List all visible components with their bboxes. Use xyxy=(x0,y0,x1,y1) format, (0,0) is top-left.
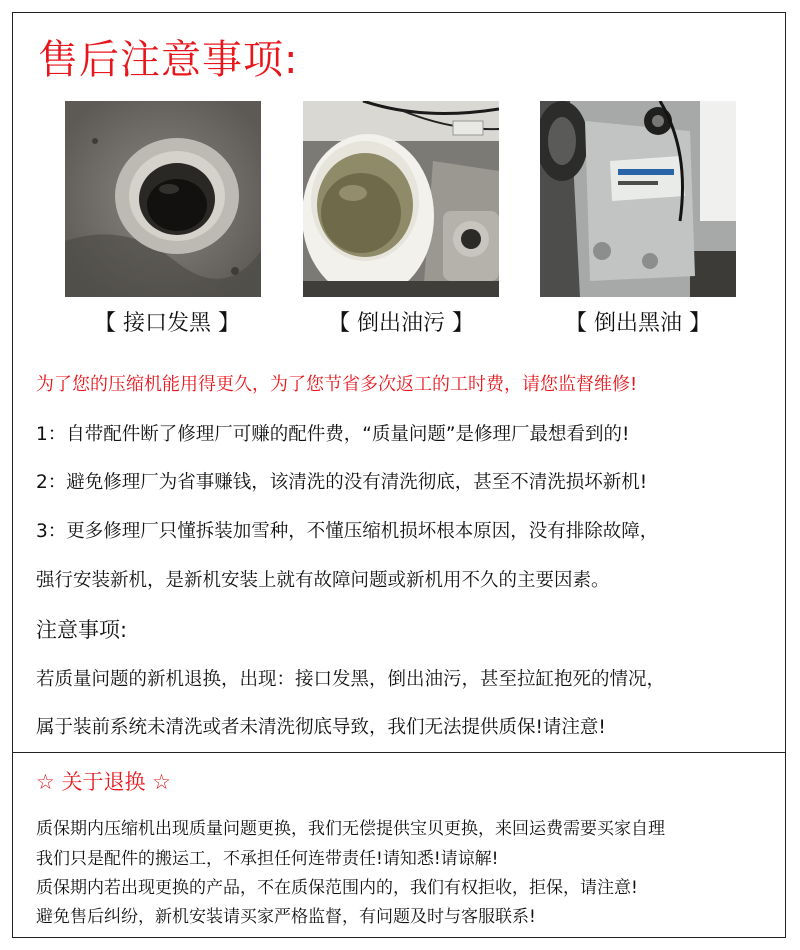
photo-caption-3: 【 倒出黑油 】 xyxy=(565,311,711,336)
exchange-line-4: 避免售后纠纷，新机安装请买家严格监督，有问题及时与客服联系! xyxy=(36,907,536,927)
oil-sludge-photo xyxy=(303,101,499,297)
attention-line-2: 属于装前系统未清洗或者未清洗彻底导致，我们无法提供质保!请注意! xyxy=(36,717,606,738)
photo-caption-2: 【 倒出油污 】 xyxy=(328,311,474,336)
black-port-photo xyxy=(65,101,261,297)
attention-line-1: 若质量问题的新机退换，出现：接口发黑，倒出油污，甚至拉缸抱死的情况， xyxy=(36,669,666,690)
photo-caption-1: 【 接口发黑 】 xyxy=(94,311,240,336)
point-3-continued: 强行安装新机，是新机安装上就有故障问题或新机用不久的主要因素。 xyxy=(36,570,610,591)
point-2: 2：避免修理厂为省事赚钱，该清洗的没有清洗彻底，甚至不清洗损坏新机! xyxy=(36,472,648,493)
point-3: 3：更多修理厂只懂拆装加雪种，不懂压缩机损坏根本原因，没有排除故障， xyxy=(36,521,659,542)
exchange-line-3: 质保期内若出现更换的产品，不在质保范围内的，我们有权拒收，拒保，请注意! xyxy=(36,878,638,898)
point-1: 1：自带配件断了修理厂可赚的配件费，“质量问题”是修理厂最想看到的! xyxy=(36,424,630,445)
page-title: 售后注意事项: xyxy=(38,37,299,83)
exchange-heading: ☆ 关于退换 ☆ xyxy=(36,770,172,794)
section-divider xyxy=(12,752,786,753)
attention-heading: 注意事项: xyxy=(36,618,128,642)
supervise-notice: 为了您的压缩机能用得更久，为了您节省多次返工的工时费，请您监督维修! xyxy=(36,374,638,395)
black-oil-photo xyxy=(540,101,736,297)
exchange-line-1: 质保期内压缩机出现质量问题更换，我们无偿提供宝贝更换，来回运费需要买家自理 xyxy=(36,819,665,839)
exchange-line-2: 我们只是配件的搬运工，不承担任何连带责任!请知悉!请谅解! xyxy=(36,849,499,869)
